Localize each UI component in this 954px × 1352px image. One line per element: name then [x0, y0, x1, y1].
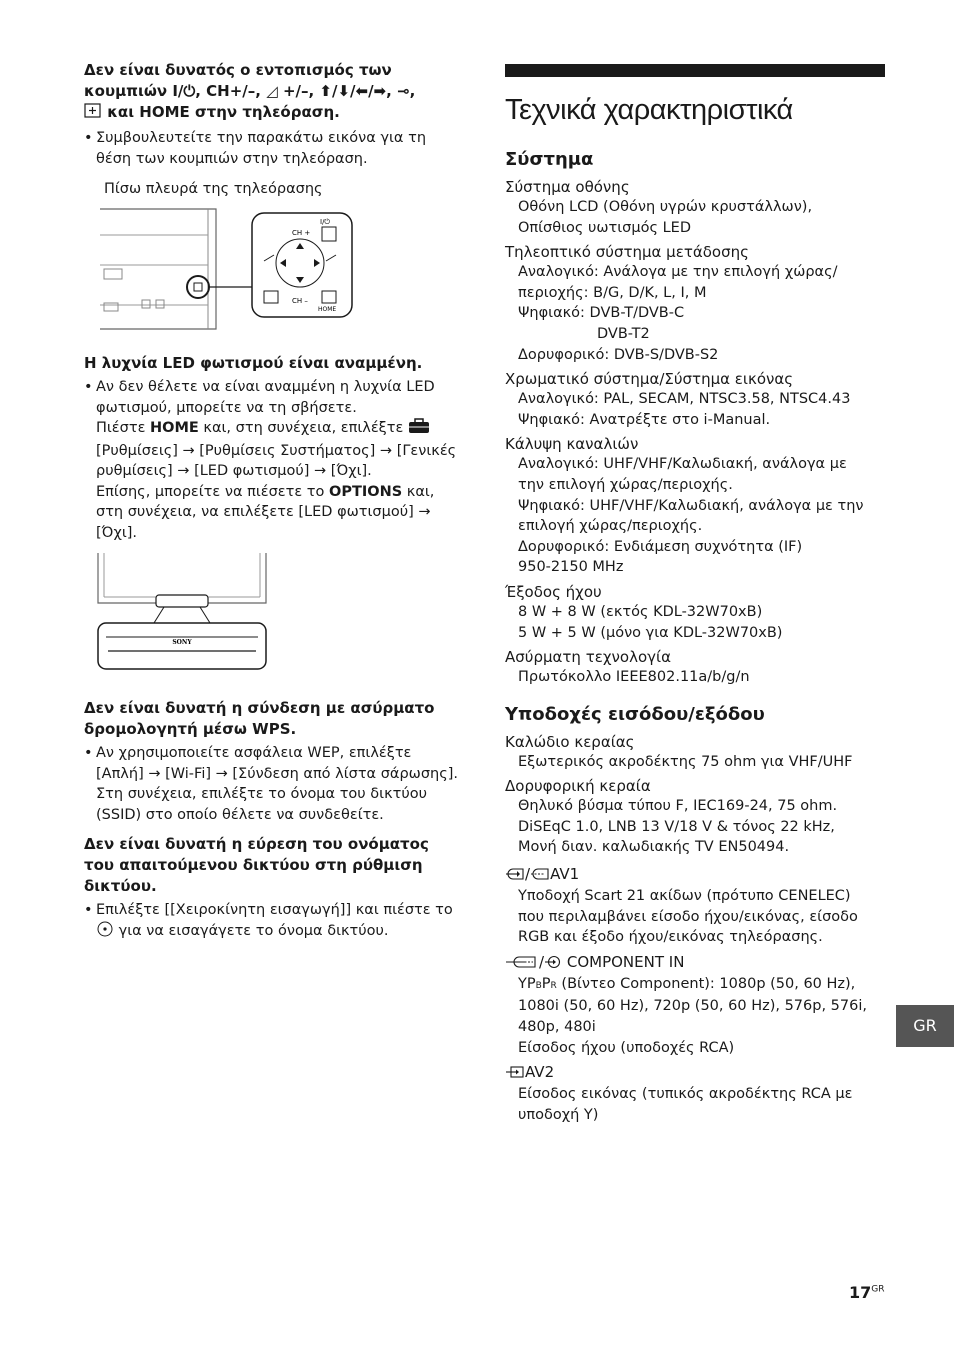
spec-values	[505, 996, 885, 1058]
spec-value: Θηλυκό βύσμα τύπου F, IEC169-24, 75 ohm.	[518, 798, 838, 815]
spec-value: 480p, 480i	[518, 1019, 596, 1036]
sony-logo: SONY	[172, 639, 192, 646]
ch-minus-label: CH –	[292, 297, 308, 305]
spec-value: την επιλογή χώρας/περιοχής.	[518, 476, 733, 493]
spec-value: DiSEqC 1.0, LNB 13 V/18 V & τόνος 22 kHz,	[518, 818, 835, 835]
language-tab: GR	[896, 1005, 954, 1047]
av1-label: / AV1	[505, 864, 885, 886]
spec-label: Χρωματικό σύστημα/Σύστημα εικόνας	[505, 370, 794, 389]
component-in-icon	[505, 954, 539, 974]
spec-value: 8 W + 8 W (εκτός KDL-32W70xB)	[518, 603, 763, 620]
scart-in-icon	[505, 866, 525, 886]
system-spec-list	[505, 177, 885, 688]
spec-values	[505, 1084, 885, 1125]
spec-value: 1080i (50, 60 Hz), 720p (50, 60 Hz), 576p, 576i,	[518, 998, 867, 1015]
system-heading: Σύστημα	[505, 149, 594, 170]
ch-plus-label: CH +	[292, 229, 311, 237]
spec-value: Είσοδος εικόνας (τυπικός ακροδέκτης RCA με	[518, 1086, 853, 1103]
spec-value: Εξωτερικός ακροδέκτης 75 ohm για VHF/UHF	[518, 753, 853, 770]
spec-value: 950-2150 MHz	[518, 559, 624, 576]
section-heading: Η λυχνία LED φωτισμού είναι αναμμένη.	[84, 354, 423, 372]
spec-value: 5 W + 5 W (μόνο για KDL-32W70xB)	[518, 624, 783, 641]
bullet-text: [Ρυθμίσεις] → [Ρυθμίσεις Συστήματος] → [Γενικές ρυθμίσεις] → [LED φωτισμού] → [Όχι].	[96, 442, 457, 479]
io-heading: Υποδοχές εισόδου/εξόδου	[505, 703, 765, 725]
page-title: Τεχνικά χαρακτηριστικά	[505, 94, 793, 126]
spec-value: DVB-T2	[597, 325, 650, 342]
video-in-icon	[544, 954, 562, 974]
bullet-text: • Αν χρησιμοποιείτε ασφάλεια WEP, επιλέξτε [Απλή] → [Wi-Fi] → [Σύνδεση από λίστα σάρωσης].	[96, 745, 458, 782]
bullet-item	[84, 377, 462, 543]
tv-led-figure	[94, 551, 294, 676]
bullet-text: • Επιλέξτε [[Χειροκίνητη εισαγωγή]] και πιέστε το για να εισαγάγετε το όνομα δικτύου.	[96, 900, 462, 943]
heading-line: και HOME στην τηλεόραση.	[107, 103, 340, 121]
page-number: $17^{GR}$	[849, 1283, 885, 1302]
power-label: I/⏻	[320, 218, 330, 226]
spec-value: Υποδοχή Scart 21 ακίδων (πρότυπο CENELEC)	[518, 888, 851, 905]
av2-label: AV2	[505, 1062, 885, 1084]
section-heading: Δεν είναι δυνατή η εύρεση του ονόματος του απαιτούμενου δικτύου στη ρύθμιση δικτύου.	[84, 835, 429, 895]
spec-value: Οθόνη LCD (Οθόνη υγρών κρυστάλλων),	[518, 199, 813, 215]
bullet-item	[84, 743, 462, 825]
input-select-icon	[84, 103, 102, 125]
spec-label: Κάλυψη καναλιών	[505, 435, 639, 454]
bullet-item	[84, 900, 462, 943]
spec-value: Δορυφορικό: Ενδιάμεση συχνότητα (IF)	[518, 538, 803, 555]
spec-value: επιλογή χώρας/περιοχής.	[518, 518, 703, 535]
spec-values	[505, 886, 885, 948]
spec-value: Είσοδος ήχου (υποδοχές RCA)	[518, 1039, 735, 1056]
bullet-text: Επίσης, μπορείτε να πιέσετε το OPTIONS και, στη συνέχεια, να επιλέξετε [LED φωτισμού] → [Όχι].	[96, 483, 435, 541]
settings-toolbox-icon	[408, 418, 430, 441]
spec-value: Αναλογικό: PAL, SECAM, NTSC3.58, NTSC4.43	[518, 391, 851, 408]
scart-out-icon	[530, 866, 550, 886]
spec-label: Καλώδιο κεραίας	[505, 732, 635, 751]
left-column	[84, 60, 462, 943]
spec-value: Δορυφορικό: DVB-S/DVB-S2	[518, 346, 719, 363]
spec-label: Ασύρματη τεχνολογία	[505, 648, 671, 667]
spec-label: Δορυφορική κεραία	[505, 777, 651, 796]
spec-value: που περιλαμβάνει είσοδο ήχου/εικόνας, είσοδο	[518, 908, 858, 925]
figure-caption: Πίσω πλευρά της τηλεόρασης	[104, 181, 323, 197]
video-in-icon	[505, 1064, 525, 1084]
heading-line: Δεν είναι δυνατός ο εντοπισμός των	[84, 61, 392, 79]
spec-values	[505, 796, 885, 858]
spec-value: υποδοχή Y)	[518, 1106, 599, 1123]
enter-button-icon	[96, 921, 114, 944]
spec-value: Ψηφιακό: Ανατρέξτε στο i-Manual.	[518, 411, 771, 428]
spec-value: Πρωτόκολλο IEEE802.11a/b/g/n	[518, 669, 750, 686]
spec-value: περιοχής: B/G, D/K, L, I, M	[518, 284, 707, 301]
spec-value: YPBPR (Βίντεο Component): 1080p (50, 60 Hz),	[518, 975, 856, 992]
spec-value: Ψηφιακό: UHF/VHF/Καλωδιακή, ανάλογα με την	[518, 497, 864, 514]
section-heading	[84, 60, 462, 125]
bullet-text: • Αν δεν θέλετε να είναι αναμμένη η λυχνία LED φωτισμού, μπορείτε να τη σβήσετε.	[96, 379, 435, 416]
spec-label: Έξοδος ήχου	[505, 582, 602, 601]
spec-label: Τηλεοπτικό σύστημα μετάδοσης	[505, 243, 749, 262]
spec-label: Σύστημα οθόνης	[505, 178, 630, 196]
spec-value: RGB και έξοδο ήχου/εικόνας τηλεόρασης.	[518, 929, 823, 946]
section-heading: Δεν είναι δυνατή η σύνδεση με ασύρματο δρομολογητή μέσω WPS.	[84, 699, 435, 738]
heading-line: κουμπιών I/⏻, CH+/–, ◿ +/–, ⬆/⬇/⬅/➡, ⊸,	[84, 82, 416, 100]
spec-value: Αναλογικό: UHF/VHF/Καλωδιακή, ανάλογα με	[518, 456, 847, 473]
bullet-item	[84, 128, 462, 169]
bullet-text: Στη συνέχεια, επιλέξτε το όνομα του δικτύου (SSID) στο οποίο θέλετε να συνδεθείτε.	[96, 786, 428, 823]
home-label: HOME	[318, 306, 337, 313]
tv-rear-buttons-figure	[84, 205, 364, 335]
spec-value: Οπίσθιος υωτισμός LED	[518, 219, 691, 236]
right-column	[505, 64, 885, 1125]
spec-value: Μονή διαν. καλωδιακής TV EN50494.	[518, 839, 790, 856]
title-bar	[505, 64, 885, 77]
spec-value: Ψηφιακό: DVB-T/DVB-C	[518, 305, 685, 322]
bullet-text: Πιέστε HOME και, στη συνέχεια, επιλέξτε	[96, 418, 462, 441]
bullet-text: • Συμβουλευτείτε την παρακάτω εικόνα για τη θέση των κουμπιών στην τηλεόραση.	[96, 130, 427, 167]
component-label: / COMPONENT IN	[505, 952, 885, 974]
spec-value: Αναλογικό: Ανάλογα με την επιλογή χώρας/	[518, 264, 838, 281]
